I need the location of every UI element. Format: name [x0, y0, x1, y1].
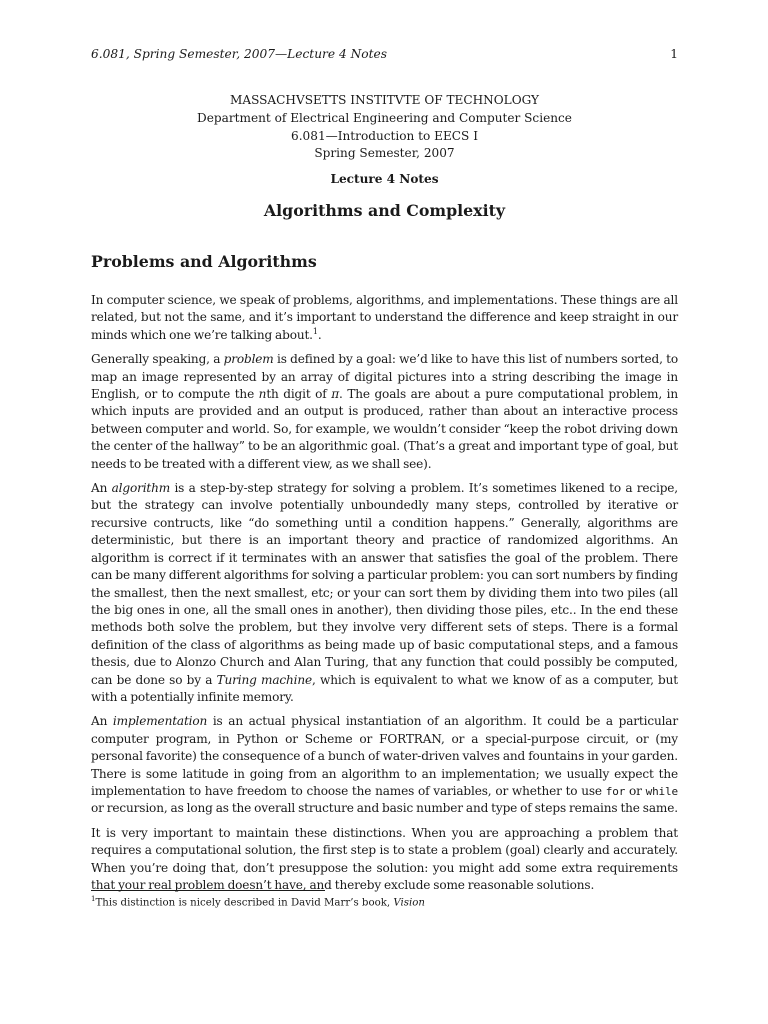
term-algorithm: algorithm — [111, 481, 171, 496]
department-name: Department of Electrical Engineering and Computer Science — [197, 110, 572, 125]
code-while: while — [645, 784, 678, 798]
running-head-title: 6.081, Spring Semester, 2007—Lecture 4 Notes — [91, 47, 387, 61]
section-heading: Problems and Algorithms — [91, 252, 317, 271]
code-for: for — [605, 784, 626, 798]
document-title: Algorithms and Complexity — [263, 201, 506, 220]
term-implementation: implementation — [112, 714, 208, 729]
running-header — [91, 47, 678, 61]
title-block — [91, 92, 678, 189]
math-n: n — [258, 387, 267, 402]
footnote-marker: 1 — [312, 326, 318, 336]
footnote-book-title: Vision — [393, 897, 425, 909]
paragraph-5: It is very important to maintain these distinctions. When you are approaching a problem that requires a computational solution, the first step is to state a problem (goal) clearly and accurately. When you’re doing that, don’t presuppose the solution: you might add some extra requirements that your real problem doesn’t have, and thereby exclude some reasonable solutions. — [91, 825, 678, 892]
term-turing-machine: Turing machine — [216, 672, 313, 687]
lecture-label: Lecture 4 Notes — [330, 172, 439, 187]
paragraph-4: An implementation is an actual physical instantiation of an algorithm. It could be a particular computer program, in Python or Scheme or FORTRAN, or a special-purpose circuit, or (my personal favorite) the consequence of a bunch of water-driven valves and fountains in your garden. There is some latitude in going from an algorithm to an implementation; we usually expect the implementation to have freedom to choose the names of variables, or whether to use for or while or recursion, as long as the overall structure and basic number and type of steps remains the same. — [91, 714, 679, 816]
footnote-number: 1 — [91, 895, 96, 903]
math-pi: π — [331, 387, 340, 402]
page-number: 1 — [670, 47, 678, 61]
footnote: $^1$This distinction is nicely described in David Marr’s book, Vision — [91, 895, 425, 909]
paragraph-3: An algorithm is a step-by-step strategy for solving a problem. It’s sometimes likened to a recipe, but the strategy can involve potentially unboundedly many steps, controlled by iterative or recursive contructs, like “do something until a condition happens.” Generally, algorithms are deterministic, but there is an important theory and practice of randomized algorithms. An algorithm is correct if it terminates with an answer that satisfies the goal of the problem. There can be many different algorithms for solving a particular problem: you can sort numbers by finding the smallest, then the next smallest, etc; or your can sort them by dividing them into two piles (all the big ones in one, all the small ones in another), then dividing those piles, etc.. In the end these methods both solve the problem, but they involve very different sets of steps. There is a formal definition of the class of algorithms as being made up of basic computational steps, and a famous thesis, due to Alonzo Church and Alan Turing, that any function that could possibly be computed, can be done so by a Turing machine, which is equivalent to what we know of as a computer, but with a potentially infinite memory. — [91, 481, 678, 704]
body-text — [91, 292, 678, 901]
paragraph-2: Generally speaking, a problem is defined by a goal: we’d like to have this list of numbers sorted, to map an image represented by an array of digital pictures into a string describing the image in English, or to compute the nth digit of π. The goals are about a pure computational problem, in which inputs are provided and an output is produced, rather than about an interactive process between computer and world. So, for example, we wouldn’t consider “keep the robot driving down the center of the hallway” to be an algorithmic goal. (That’s a great and important type of goal, but needs to be treated with a different view, as we shall see). — [91, 352, 679, 471]
semester: Spring Semester, 2007 — [314, 146, 455, 161]
footnote-rule — [91, 890, 325, 891]
institution-name: MASSACHVSETTS INSTITVTE OF TECHNOLOGY — [229, 93, 540, 107]
course-name: 6.081—Introduction to EECS I — [291, 128, 478, 143]
term-problem: problem — [223, 352, 274, 367]
paragraph-1: In computer science, we speak of problems, algorithms, and implementations. These things are all related, but not the same, and it’s important to understand the difference and keep straight in our minds which one we’re talking about.$^1$. — [91, 293, 678, 342]
